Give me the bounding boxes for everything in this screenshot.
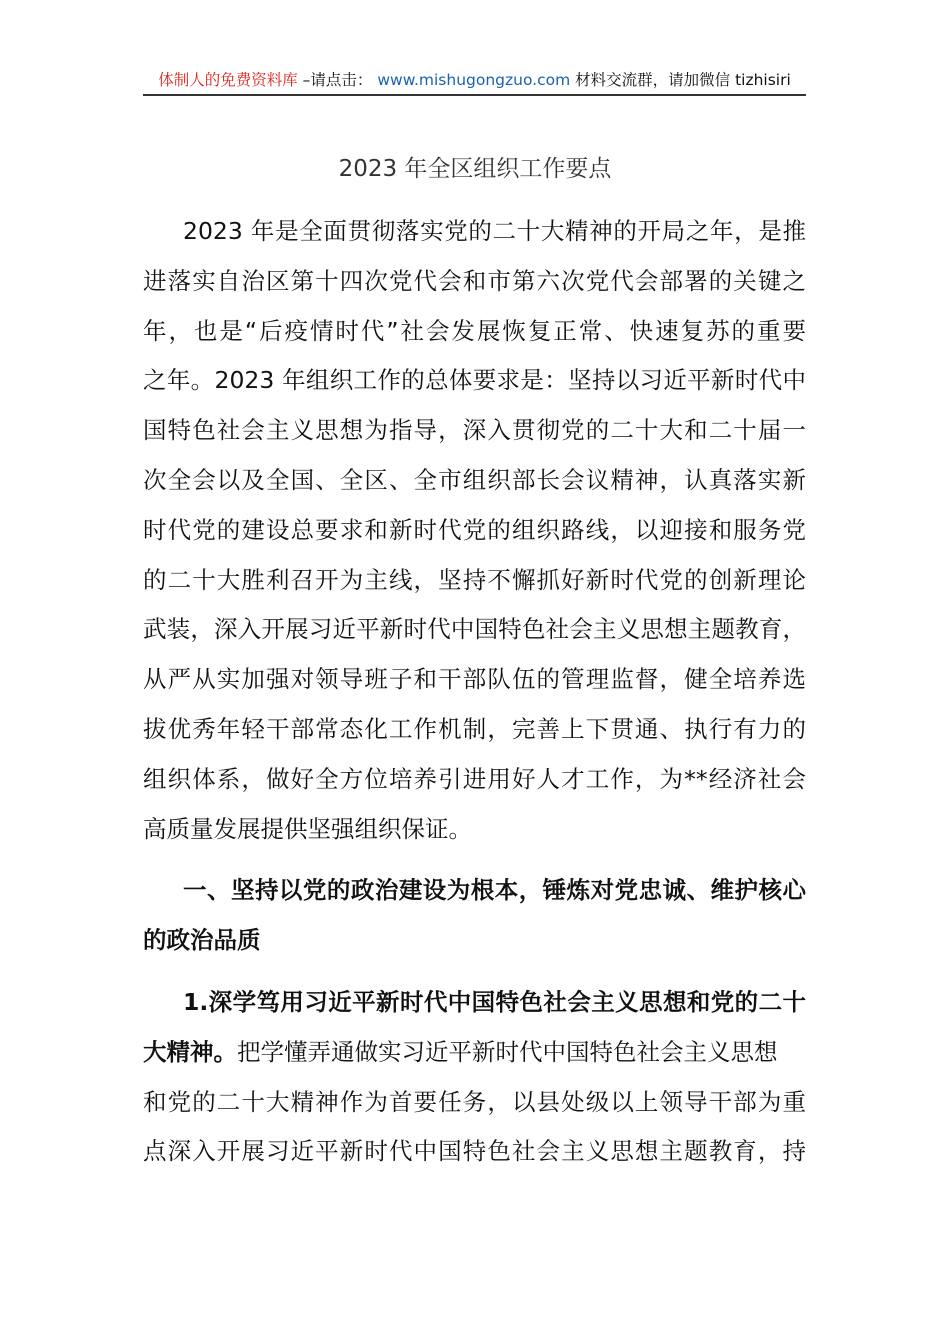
heading-line: 一、坚持以党的政治建设为根本，锤炼对党忠诚、维护核心	[183, 876, 806, 904]
text-line: 次全会以及全国、全区、全市组织部长会议精神，认真落实新	[143, 465, 806, 494]
item-1-paragraph	[143, 978, 806, 1177]
text-line: 的二十大胜利召开为主线，坚持不懈抓好新时代党的创新理论	[143, 565, 806, 594]
item-title-end: 大精神。	[143, 1037, 237, 1066]
text-line: 之年。2023 年组织工作的总体要求是：坚持以习近平新时代中	[143, 366, 806, 395]
text-line: 点深入开展习近平新时代中国特色社会主义思想主题教育，持	[143, 1137, 806, 1166]
text-segment: 把学懂弄通做实习近平新时代中国特色社会主义思想	[237, 1037, 778, 1066]
item-title-line: 1.深学笃用习近平新时代中国特色社会主义思想和党的二十	[183, 988, 806, 1016]
site-name: 体制人的免费资料库	[158, 71, 298, 89]
intro-paragraph	[143, 207, 806, 854]
text-line: 武装，深入开展习近平新时代中国特色社会主义思想主题教育，	[143, 615, 806, 644]
text-line: 年，也是“后疫情时代”社会发展恢复正常、快速复苏的重要	[143, 316, 806, 345]
text-line	[143, 1028, 806, 1078]
heading-line: 的政治品质	[143, 925, 261, 954]
text-line: 从严从实加强对领导班子和干部队伍的管理监督，健全培养选	[143, 665, 806, 694]
text-line: 组织体系，做好全方位培养引进用好人才工作，为**经济社会	[143, 764, 806, 793]
watermark-header	[143, 66, 806, 96]
text-line: 进落实自治区第十四次党代会和市第六次党代会部署的关键之	[143, 266, 806, 295]
text-line: 和党的二十大精神作为首要任务，以县处级以上领导干部为重	[143, 1087, 806, 1116]
header-suffix: 材料交流群，请加微信 tizhisiri	[575, 71, 791, 89]
text-line: 国特色社会主义思想为指导，深入贯彻党的二十大和二十届一	[143, 416, 806, 445]
text-line: 2023 年是全面贯彻落实党的二十大精神的开局之年，是推	[183, 217, 806, 245]
section-1-heading	[143, 866, 806, 966]
text-line: 拔优秀年轻干部常态化工作机制，完善上下贯通、执行有力的	[143, 714, 806, 743]
text-line: 高质量发展提供坚强组织保证。	[143, 814, 472, 843]
text-line: 时代党的建设总要求和新时代党的组织路线，以迎接和服务党	[143, 515, 806, 544]
header-prompt: –请点击：	[302, 71, 373, 89]
site-url-link[interactable]: www.mishugongzuo.com	[377, 71, 571, 89]
document-title: 2023 年全区组织工作要点	[338, 156, 612, 182]
